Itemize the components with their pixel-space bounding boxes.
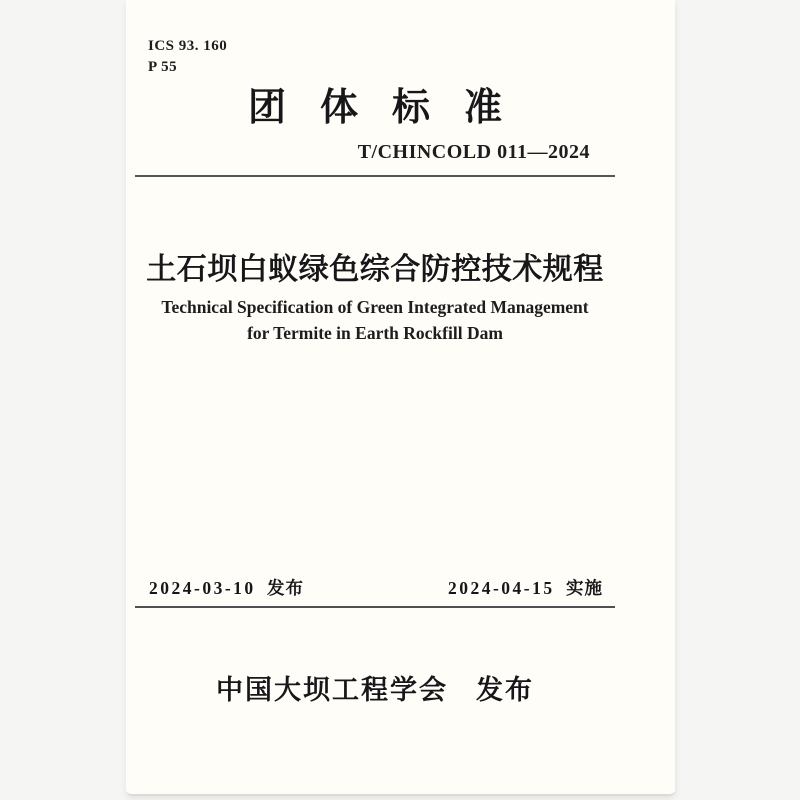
header-rule [135,175,615,177]
document-type-heading: 团体标准 [247,87,536,129]
issue-date-value: 2024-03-10 [149,578,256,598]
implementation-date [448,575,603,600]
title-english-line2: for Termite in Earth Rockfill Dam [247,323,503,343]
publisher-name: 中国大坝工程学会 [216,675,448,705]
standard-number: T/CHINCOLD 011—2024 [357,141,590,163]
ics-classification-block [148,36,227,78]
title-chinese: 土石坝白蚁绿色综合防控技术规程 [146,253,604,286]
publisher-action: 发布 [476,675,534,705]
implementation-date-label: 实施 [566,578,603,598]
implementation-date-value: 2024-04-15 [447,578,555,598]
footer-rule [135,606,615,608]
issue-date-label: 发布 [267,578,305,598]
classification-code: P 55 [148,59,178,75]
issue-date [149,575,304,600]
publisher-line [135,668,615,707]
title-english [135,294,615,346]
title-english-line1: Technical Specification of Green Integrated Management [161,297,589,317]
standard-cover-page [126,0,675,796]
ics-code: ICS 93. 160 [148,38,228,54]
dates-row [135,575,615,600]
